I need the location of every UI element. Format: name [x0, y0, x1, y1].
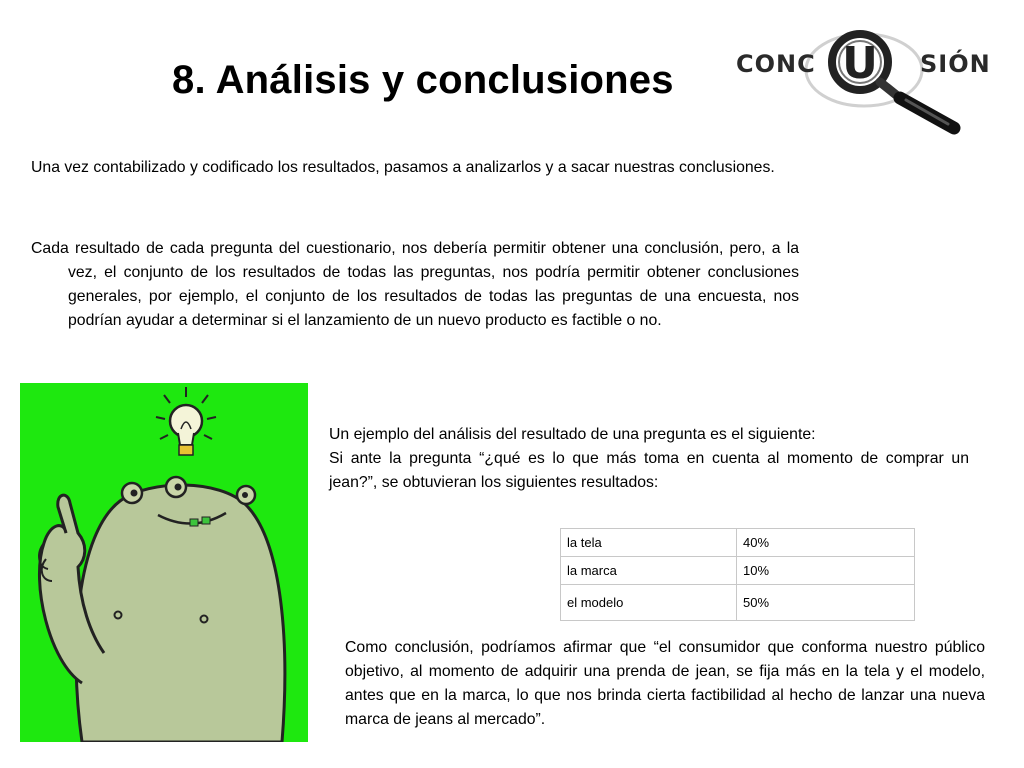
result-value: 50% — [737, 585, 915, 621]
results-table — [560, 528, 915, 621]
logo-text-left: CONC — [736, 50, 816, 78]
result-value: 10% — [737, 557, 915, 585]
conclusion-paragraph: Como conclusión, podríamos afirmar que “el consumidor que conforma nuestro público objetivo, al momento de adquirir una prenda de jean, se fija más en la tela y el modelo, antes que en la marca, lo que nos brinda cierta factibilidad al hecho de lanzar una nueva marca de jeans al mercado”. — [345, 639, 985, 728]
conclusion-logo — [728, 26, 998, 138]
magnifying-glass-icon — [806, 34, 954, 128]
slide-title: 8. Análisis y conclusiones — [172, 58, 674, 102]
logo-text-right: SIÓN — [920, 50, 991, 78]
table-row — [561, 585, 915, 621]
intro-paragraph: Una vez contabilizado y codificado los resultados, pasamos a analizarlos y a sacar nuestras conclusiones. — [31, 159, 775, 176]
result-label: la marca — [561, 557, 737, 585]
illustration-panel — [20, 383, 308, 742]
creature-illustration — [20, 383, 308, 742]
table-row — [561, 557, 915, 585]
example-question: Si ante la pregunta “¿qué es lo que más toma en cuenta al momento de comprar un jean?”, se obtuvieran los siguientes resultados: — [329, 450, 969, 491]
result-label: el modelo — [561, 585, 737, 621]
result-value: 40% — [737, 529, 915, 557]
example-block — [329, 423, 969, 495]
logo-letter: U — [842, 38, 878, 89]
table-row — [561, 529, 915, 557]
result-label: la tela — [561, 529, 737, 557]
lightbulb-icon — [156, 387, 216, 455]
explanation-paragraph: Cada resultado de cada pregunta del cuestionario, nos debería permitir obtener una conclusión, pero, a la vez, el conjunto de los resultados de todas las preguntas, nos podría permitir obtener conclusiones generales, por ejemplo, el conjunto de los resultados de todas las preguntas de una encuesta, nos podrían ayudar a determinar si el lanzamiento de un nuevo producto es factible o no. — [31, 240, 799, 329]
example-intro: Un ejemplo del análisis del resultado de una pregunta es el siguiente: — [329, 426, 816, 443]
